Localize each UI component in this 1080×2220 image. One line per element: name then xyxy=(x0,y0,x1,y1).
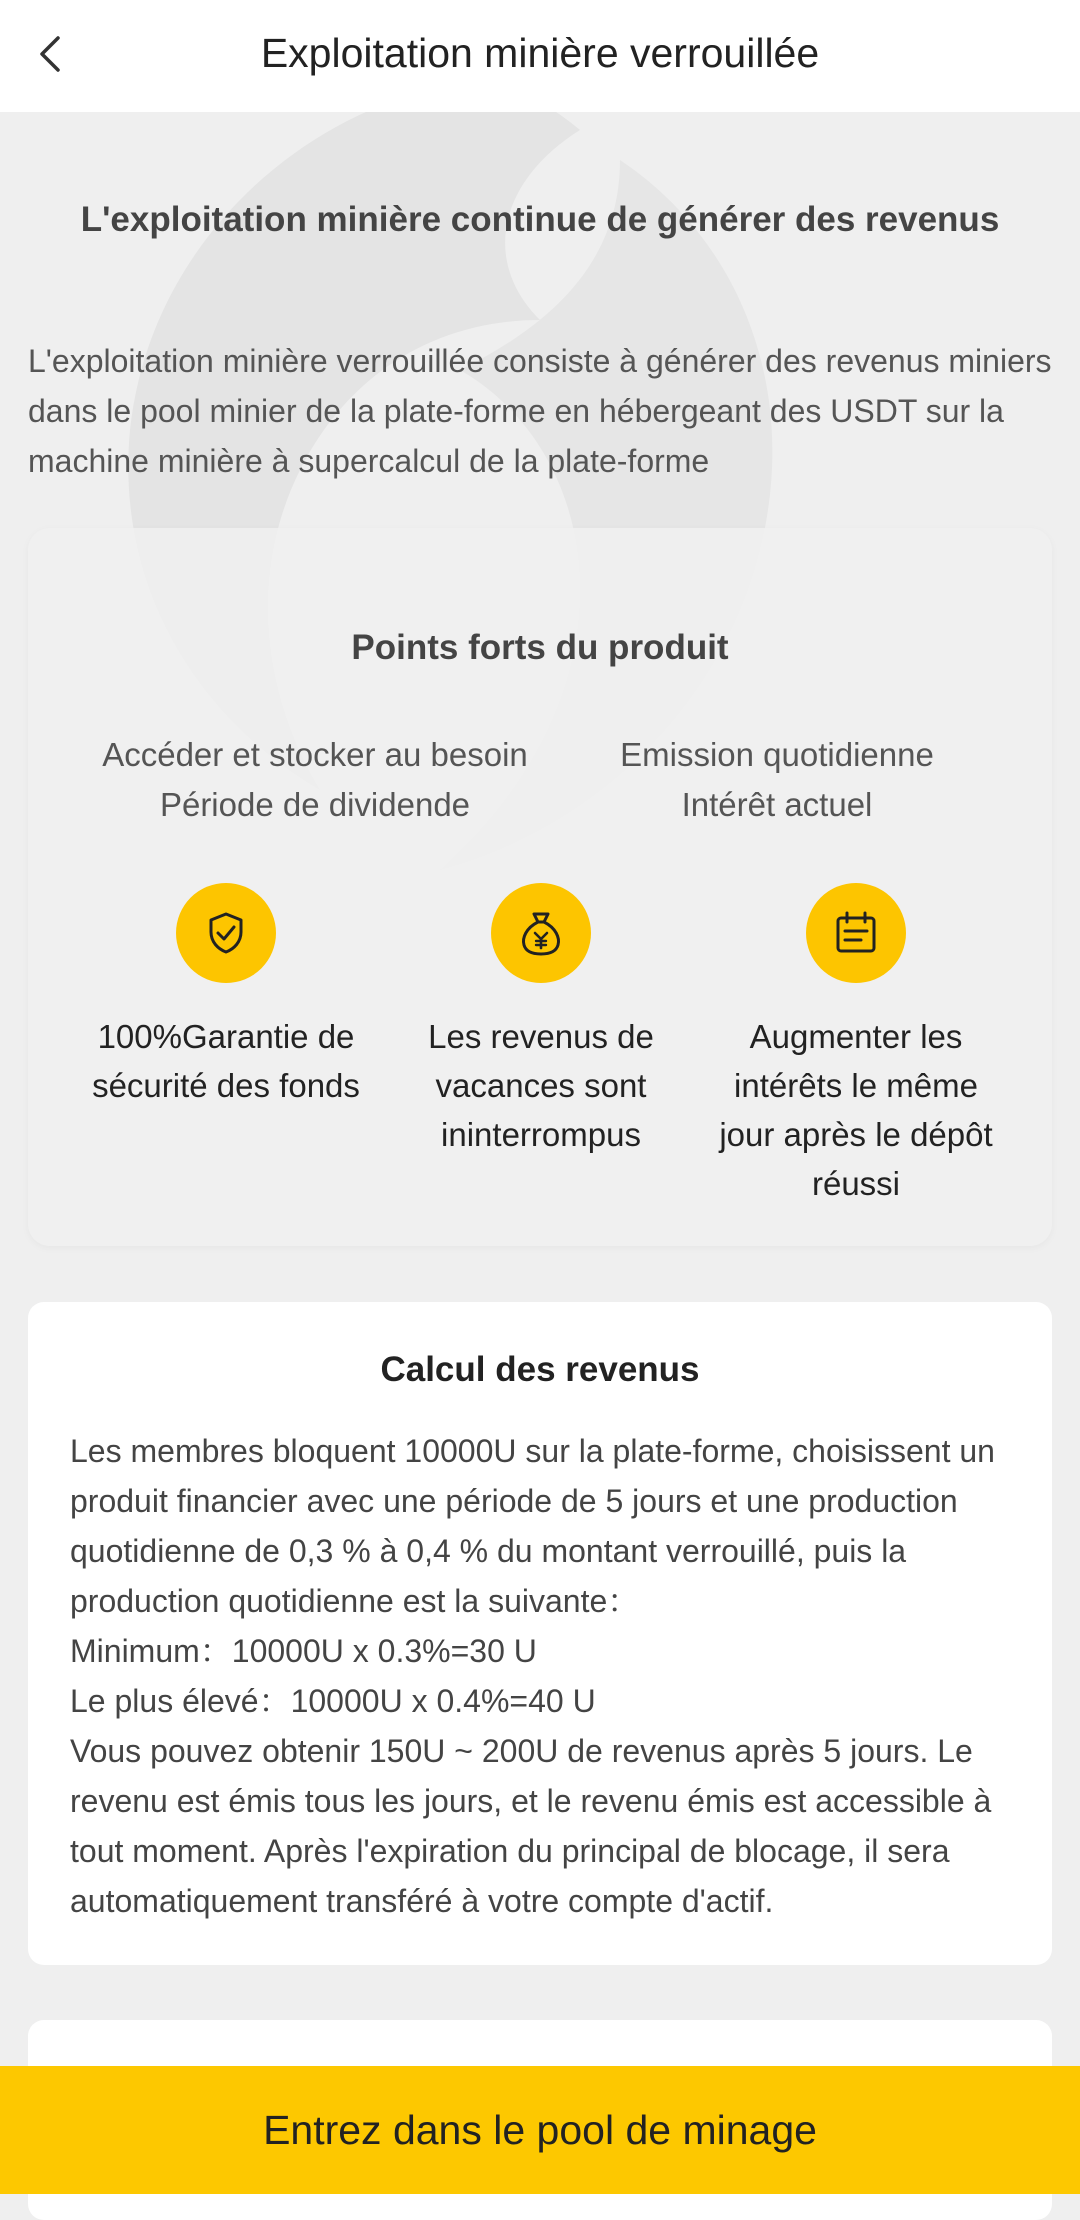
feature-item xyxy=(95,730,535,830)
feature-line: Emission quotidienne xyxy=(620,736,934,773)
calendar-note-icon xyxy=(806,883,906,983)
highlights-card xyxy=(28,528,1052,1246)
benefit-label: Augmenter les intérêts le même jour après le dépôt réussi xyxy=(719,1018,993,1202)
page-title: Exploitation minière verrouillée xyxy=(260,30,820,76)
calculation-minimum: Minimum：10000U x 0.3%=30 U xyxy=(70,1633,537,1669)
enter-mining-pool-button[interactable]: Entrez dans le pool de minage xyxy=(0,2066,1080,2194)
feature-line: Intérêt actuel xyxy=(681,786,873,823)
feature-item xyxy=(557,730,997,830)
calculation-maximum: Le plus élevé：10000U x 0.4%=40 U xyxy=(70,1683,596,1719)
app-header xyxy=(0,0,1080,112)
intro-heading: L'exploitation minière continue de générer des revenus xyxy=(80,200,1000,239)
calculation-paragraph: Les membres bloquent 10000U sur la plate-forme, choisissent un produit financier avec une période de 5 jours et une production quotidienne de 0,3 % à 0,4 % du montant verrouillé, puis la production quotidienne est la suivante： xyxy=(70,1433,995,1619)
calculation-paragraph: Vous pouvez obtenir 150U ~ 200U de revenus après 5 jours. Le revenu est émis tous les jours, et le revenu émis est accessible à tout moment. Après l'expiration du principal de blocage, il sera automatiquement transféré à votre compte d'actif. xyxy=(70,1733,992,1919)
intro-description: L'exploitation minière verrouillée consiste à générer des revenus miniers dans le pool minier de la plate-forme en hébergeant des USDT sur la machine minière à supercalcul de la plate-forme xyxy=(28,343,1052,479)
calculation-body xyxy=(70,1426,1010,1926)
benefit-label: Les revenus de vacances sont ininterrompus xyxy=(428,1018,654,1153)
income-calculation-card xyxy=(28,1302,1052,1965)
highlights-title: Points forts du produit xyxy=(351,628,729,667)
calculation-title: Calcul des revenus xyxy=(380,1350,700,1389)
money-bag-yen-icon xyxy=(491,883,591,983)
benefit-label: 100%Garantie de sécurité des fonds xyxy=(92,1018,360,1104)
shield-check-icon xyxy=(176,883,276,983)
feature-line: Accéder et stocker au besoin xyxy=(102,736,528,773)
feature-line: Période de dividende xyxy=(159,786,471,823)
